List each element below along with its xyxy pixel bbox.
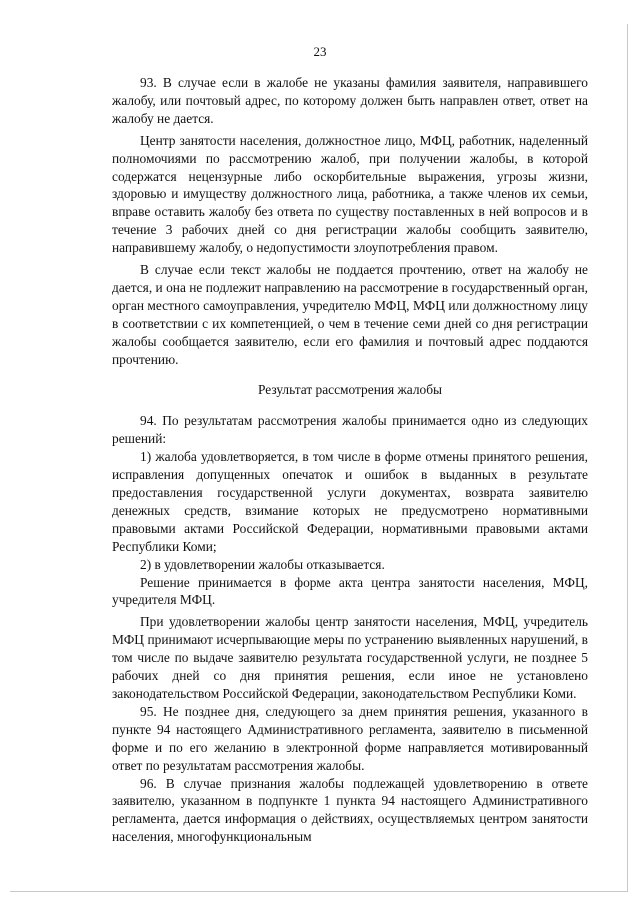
paragraph-satisfaction-measures: При удовлетворении жалобы центр занятости населения, МФЦ, учредитель МФЦ принимают исчерпывающие меры по устранению выявленных нарушений, в том числе по выдаче заявителю результата государственной услуги, не позднее 5 рабочих дней со дня принятия решения, если иное не установлено законодательством Российской Федерации, законодательством Республики Коми. bbox=[112, 614, 588, 701]
paragraph-94-item-2: 2) в удовлетворении жалобы отказывается. bbox=[140, 556, 385, 572]
page-edge-bottom bbox=[10, 891, 628, 892]
paragraph-obscene-complaint: Центр занятости населения, должностное лицо, МФЦ, работник, наделенный полномочиями по рассмотрению жалоб, при получении жалобы, в которой содержатся нецензурные либо оскорбительные выражения, угрозы жизни, здоровью и имуществу должностного лица, работника, а также членов их семьи, вправе оставить жалобу без ответа по существу поставленных в ней вопросов и в течение 3 рабочих дней со дня регистрации жалобы сообщить заявителю, направившему жалобу, о недопустимости злоупотребления правом. bbox=[112, 132, 588, 256]
page-edge-right bbox=[627, 24, 628, 892]
paragraph-decision-form: Решение принимается в форме акта центра занятости населения, МФЦ, учредителя МФЦ. bbox=[112, 574, 588, 608]
paragraph-94-item-1: 1) жалоба удовлетворяется, в том числе в форме отмены принятого решения, исправления допущенных опечаток и ошибок в выданных в результате предоставления государственной услуги документах, возврата заявителю денежных средств, взимание которых не предусмотрено нормативными правовыми актами Российской Федерации, нормативными правовыми актами Республики Коми; bbox=[112, 449, 588, 554]
document-body bbox=[112, 74, 588, 846]
section-heading: Результат рассмотрения жалобы bbox=[257, 381, 443, 397]
paragraph-95: 95. Не позднее дня, следующего за днем принятия решения, указанного в пункте 94 настоящего Административного регламента, заявителю в письменной форме и по его желанию в электронной форме направляется мотивированный ответ по результатам рассмотрения жалобы. bbox=[112, 703, 588, 773]
paragraph-unreadable-complaint: В случае если текст жалобы не поддается прочтению, ответ на жалобу не дается, и она не подлежит направлению на рассмотрение в государственный орган, орган местного самоуправления, учредителю МФЦ, МФЦ или должностному лицу в соответствии с их компетенцией, о чем в течение семи дней со дня регистрации жалобы сообщается заявителю, если его фамилия и почтовый адрес поддаются прочтению. bbox=[112, 262, 588, 367]
page-number: 23 bbox=[313, 44, 327, 59]
paragraph-94: 94. По результатам рассмотрения жалобы принимается одно из следующих решений: bbox=[112, 413, 588, 447]
paragraph-96: 96. В случае признания жалобы подлежащей удовлетворению в ответе заявителю, указанном в подпункте 1 пункта 94 настоящего Административного регламента, дается информация о действиях, осуществляемых центром занятости населения, многофункциональным bbox=[112, 775, 588, 845]
paragraph-93: 93. В случае если в жалобе не указаны фамилия заявителя, направившего жалобу, или почтовый адрес, по которому должен быть направлен ответ, ответ на жалобу не дается. bbox=[112, 75, 588, 126]
